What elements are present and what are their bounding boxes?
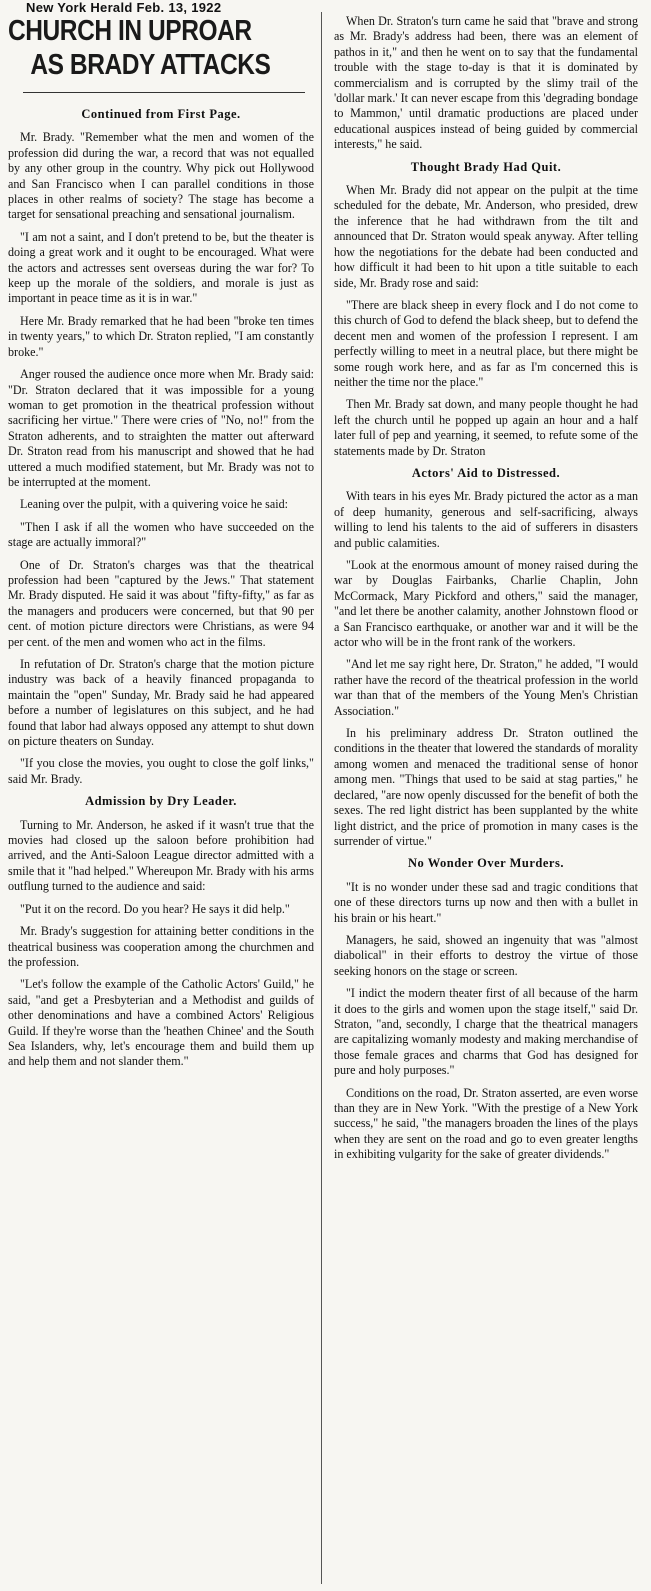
continued-label: Continued from First Page.	[81, 107, 241, 121]
section-subhead: Thought Brady Had Quit.	[410, 159, 562, 174]
paragraph: "I am not a saint, and I don't pretend to be, but the theater is doing a great work and it ought to be encouraged. What were the actors and actresses sent overseas during the war for? To keep up the morale of the soldiers, and morale is just as important in peace time as it is in war."	[8, 229, 314, 306]
headline	[8, 14, 271, 82]
paragraph: One of Dr. Straton's charges was that the theatrical profession had been "captured by the Jews." That statement Mr. Brady disputed. He said it was about "fifty-fifty," as far as the managers and producers were concerned, but that 90 per cent. of motion picture directors were Christians, as were 94 per cent. of the men and women who act in the films.	[8, 557, 314, 649]
paragraph: Here Mr. Brady remarked that he had been "broke ten times in twenty years," to which Dr. Straton replied, "I am constantly broke."	[8, 313, 314, 359]
paragraph: In his preliminary address Dr. Straton outlined the conditions in the theater that lowered the standards of morality among women and menaced the traditional sense of honor among men. "Things that used to be said at stag parties," he declared, "are now openly discussed for the benefit of both the sexes. The red light district has been supplanted by the white light district, and the price of promotion in many cases is the surrender of virtue."	[334, 726, 638, 848]
paragraph: Then Mr. Brady sat down, and many people thought he had left the church until he popped up again an hour and a half later full of pep and yearning, it seemed, to refute some of the statements made by Dr. Straton	[334, 397, 638, 458]
paragraph: "There are black sheep in every flock and I do not come to this church of God to defend the black sheep, but to defend the decent men and women of the profession I represent. I am perfectly willing to meet in a neutral place, but there might be some rough work here, and as far as I'm concerned this is neither the time nor the place."	[334, 297, 638, 389]
section-subhead: Admission by Dry Leader.	[85, 794, 237, 809]
paragraph: Turning to Mr. Anderson, he asked if it wasn't true that the movies had closed up the saloon before prohibition had arrived, and the Anti-Saloon League director admitted with a smile that it "had helped." Whereupon Mr. Brady with his arms outflung turned to the audience and said:	[8, 817, 314, 894]
paragraph: "And let me say right here, Dr. Straton," he added, "I would rather have the record of the theatrical profession in the world war than that of the members of the Young Men's Christian Association."	[334, 657, 638, 718]
section-subhead: No Wonder Over Murders.	[408, 856, 564, 871]
paragraph: With tears in his eyes Mr. Brady pictured the actor as a man of deep humanity, generous and self-sacrificing, always willing to lend his talents to the aid of sufferers in disasters and public calamities.	[334, 489, 638, 550]
paragraph: When Dr. Straton's turn came he said that "brave and strong as Mr. Brady's address had been, there was an element of pathos in it," and then he went on to say that the fundamental trouble with the stage to-day is that it is dominated by commercialism and is corrupted by the slimy trail of the 'dollar mark.' It can never escape from this 'degrading bondage to Mammon,' until dramatic productions are placed under educational auspices instead of being guided by commercial interests," he said.	[334, 14, 638, 152]
left-column	[8, 14, 314, 1077]
paragraph: "Let's follow the example of the Catholic Actors' Guild," he said, "and get a Presbyterian and a Methodist and guilds of other denominations and have a combined Actors' Religious Guild. If they're worse than the 'heathen Chinee' and the South Sea Islanders, why, let's encourage them and build them up and help them and not slander them."	[8, 977, 314, 1069]
headline-rule	[23, 92, 305, 93]
paragraph: "If you close the movies, you ought to close the golf links," said Mr. Brady.	[8, 756, 314, 786]
paragraph: Managers, he said, showed an ingenuity that was "almost diabolical" in their efforts to destroy the virtue of those seeking honors on the stage or screen.	[334, 932, 638, 978]
paragraph: Leaning over the pulpit, with a quivering voice he said:	[20, 497, 289, 512]
column-rule	[321, 12, 322, 1584]
paragraph: "Look at the enormous amount of money raised during the war by Douglas Fairbanks, Charlie Chaplin, John McCormack, Mary Pickford and others," said the manager, "and let there be another calamity, another Johnstown flood or a San Francisco earthquake, or another war and it will be the actor who will be in the front rank of the workers.	[334, 558, 638, 650]
paragraph: In refutation of Dr. Straton's charge that the motion picture industry was back of a heavily financed propaganda to maintain the "open" Sunday, Mr. Brady said he had appeared before a number of legislatures on this subject, and he had found that labor had always opposed any attempt to shut down on picture theaters on Sunday.	[8, 657, 314, 749]
source-caption: New York Herald Feb. 13, 1922	[26, 0, 222, 15]
paragraph: Mr. Brady's suggestion for attaining better conditions in the theatrical business was cooperation among the churchmen and the profession.	[8, 924, 314, 969]
paragraph: When Mr. Brady did not appear on the pulpit at the time scheduled for the debate, Mr. Anderson, who presided, drew the inference that he had withdrawn from the tilt and announced that Dr. Straton would speak anyway. After telling how the negotiations for the debate had been conducted and how difficult it had been to hit upon a title suitable to each side, Mr. Brady rose and said:	[334, 183, 638, 290]
paragraph: "It is no wonder under these sad and tragic conditions that one of these directors turns up now and then with a bullet in his brain or his heart."	[334, 879, 638, 925]
headline-line-1: CHURCH IN UPROAR	[8, 15, 252, 47]
section-subhead: Actors' Aid to Distressed.	[411, 465, 561, 480]
paragraph: "Put it on the record. Do you hear? He says it did help."	[20, 901, 290, 916]
paragraph: "I indict the modern theater first of all because of the harm it does to the girls and women upon the stage itself," said Dr. Straton, "and, secondly, I charge that the theatrical managers are capitalizing womanly modesty and making merchandise of those female graces and charms that God has designed for pure and holy purposes."	[334, 986, 638, 1078]
paragraph: "Then I ask if all the women who have succeeded on the stage are actually immoral?"	[8, 519, 314, 550]
headline-line-2: AS BRADY ATTACKS	[30, 49, 271, 81]
paragraph: Anger roused the audience once more when Mr. Brady said: "Dr. Straton declared that it was impossible for a young woman to get promotion in the theatrical profession without sacrificing her virtue." There were cries of "No, no!" from the Straton adherents, and to straighten the matter out afterward Dr. Straton read from his manuscript and showed that he had uttered a much modified statement, but Mr. Brady was not to be interrupted at the moment.	[8, 367, 314, 489]
paragraph: Conditions on the road, Dr. Straton asserted, are even worse than they are in New York. "With the prestige of a New York success," he said, "the managers broaden the lines of the plays when they are sent on the road and go to even greater lengths in exhibiting vulgarity for the sake of greater dividends."	[334, 1085, 638, 1162]
right-column	[334, 14, 638, 1170]
paragraph: Mr. Brady. "Remember what the men and women of the profession did during the war, a record that was not equalled by any other group in the country. Why pick out Hollywood and San Francisco when I can parallel conditions in those places in other realms of society? The stage has become a target for sensational preaching and sensational journalism.	[8, 130, 314, 222]
